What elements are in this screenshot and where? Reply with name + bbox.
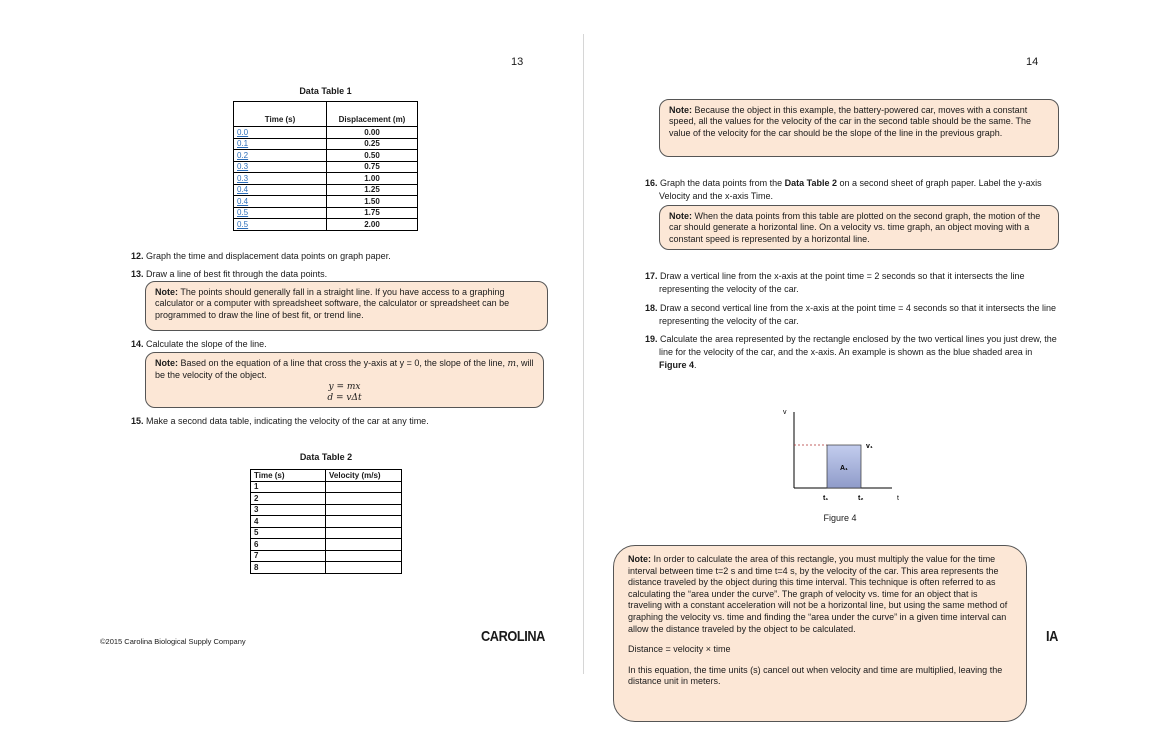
table-row — [251, 481, 402, 493]
table-row — [234, 196, 418, 208]
copyright-footer: ©2015 Carolina Biological Supply Company — [100, 637, 246, 646]
velocity-cell — [326, 527, 402, 539]
time-cell: 0.1 — [234, 138, 327, 150]
time-cell: 4 — [251, 516, 326, 528]
displacement-cell: 1.25 — [327, 184, 418, 196]
time-cell: 0.4 — [234, 184, 327, 196]
table-row — [234, 138, 418, 150]
velocity-cell — [326, 550, 402, 562]
time-cell: 5 — [251, 527, 326, 539]
note-14: Note: Based on the equation of a line that cross the y-axis at y = 0, the slope of the line, m, will be the velocity of the object. y = mx d = vΔt — [145, 352, 544, 408]
time-cell: 0.5 — [234, 207, 327, 219]
table-row — [251, 562, 402, 574]
table-row — [251, 504, 402, 516]
table-row — [234, 219, 418, 231]
page-number-right: 14 — [1026, 56, 1039, 68]
table-row — [234, 173, 418, 185]
step-15: 15. Make a second data table, indicating the velocity of the car at any time. — [131, 416, 429, 426]
time-cell: 0.3 — [234, 173, 327, 185]
time-cell: 7 — [251, 550, 326, 562]
displacement-cell: 1.50 — [327, 196, 418, 208]
data-table-2 — [250, 469, 402, 574]
time-cell: 1 — [251, 481, 326, 493]
figure-4-caption: Figure 4 — [823, 513, 857, 523]
velocity-cell — [326, 516, 402, 528]
time-cell: 0.2 — [234, 150, 327, 162]
displacement-cell: 0.75 — [327, 161, 418, 173]
displacement-cell: 2.00 — [327, 219, 418, 231]
t1-label: t₁ — [823, 495, 829, 502]
table-row — [234, 207, 418, 219]
carolina-logo-fragment: IA — [1046, 628, 1058, 645]
distance-formula: Distance = velocity × time — [628, 644, 731, 655]
time-cell: 8 — [251, 562, 326, 574]
step-17: 17. Draw a vertical line from the x-axis at the point time = 2 seconds so that it intersects the line representing the velocity of the car. — [645, 271, 1025, 294]
table1-caption: Data Table 1 — [299, 86, 352, 96]
velocity-cell — [326, 504, 402, 516]
table-row — [251, 516, 402, 528]
table-row — [251, 550, 402, 562]
displacement-cell: 1.00 — [327, 173, 418, 185]
area-label: A₁ — [840, 465, 848, 472]
note-16: Note: When the data points from this table are plotted on the second graph, the motion of the car should generate a horizontal line. On a velocity vs. time graph, an object moving with a constant speed is represented by a horizontal line. — [659, 205, 1059, 250]
displacement-cell: 0.00 — [327, 127, 418, 139]
x-axis-label: t — [897, 495, 899, 502]
step-18: 18. Draw a second vertical line from the x-axis at the point time = 4 seconds so that it intersects the line representing the velocity of the car. — [645, 303, 1056, 326]
table-row — [234, 184, 418, 196]
velocity-cell — [326, 539, 402, 551]
table-row — [251, 527, 402, 539]
step-19: 19. Calculate the area represented by the rectangle enclosed by the two vertical lines you just drew, the line for the velocity of the car, and the x-axis. An example is shown as the blue shaded area in Figure 4. — [645, 334, 1057, 370]
step-14: 14. Calculate the slope of the line. — [131, 339, 267, 349]
table2-header-velocity: Velocity (m/s) — [326, 470, 402, 482]
table2-caption: Data Table 2 — [299, 452, 353, 462]
table-row — [234, 150, 418, 162]
note-bottom: Note: In order to calculate the area of this rectangle, you must multiply the value for the time interval between time t=2 s and time t=4 s, by the velocity of the car. This area represents the distance traveled by the object during this time interval. This technique is often referred to as calculating the “area under the curve”. The graph of velocity vs. time for an object that is traveling with a constant acceleration will not be a horizontal line, but using the same method of graphing the velocity vs. time and finding the “area under the curve” in a given time interval can allow the distance traveled by the object to be calculated. Distance = velocity × time In this equation, the time units (s) cancel out when velocity and time are multiplied, leaving the distance unit in meters. — [613, 545, 1027, 722]
displacement-cell: 0.25 — [327, 138, 418, 150]
equation-displacement: d = vΔt — [327, 392, 362, 403]
time-cell: 2 — [251, 493, 326, 505]
step-13: 13. Draw a line of best fit through the data points. — [131, 269, 328, 279]
step-16: 16. Graph the data points from the Data Table 2 on a second sheet of graph paper. Label the y-axis Velocity and the x-axis Time. — [645, 178, 1042, 201]
table2-header-time: Time (s) — [251, 470, 326, 482]
table-row — [234, 161, 418, 173]
page-number-left: 13 — [511, 56, 524, 68]
t2-label: t₂ — [858, 495, 864, 502]
table-row — [251, 539, 402, 551]
note-13: Note: The points should generally fall in a straight line. If you have access to a graphing calculator or a computer with spreadsheet software, the calculator or spreadsheet can be programmed to draw the line of best fit, or trend line. — [145, 281, 548, 331]
y-axis-label: v — [783, 409, 787, 416]
velocity-cell — [326, 493, 402, 505]
time-cell: 0.0 — [234, 127, 327, 139]
displacement-cell: 0.50 — [327, 150, 418, 162]
step-12: 12. Graph the time and displacement data points on graph paper. — [131, 251, 391, 261]
table-row — [234, 127, 418, 139]
time-cell: 0.4 — [234, 196, 327, 208]
velocity-cell — [326, 562, 402, 574]
time-cell: 6 — [251, 539, 326, 551]
figure-4-graph — [770, 400, 920, 510]
table1-header-displacement: Displacement (m) — [327, 102, 418, 127]
carolina-logo: CAROLINA — [481, 628, 545, 645]
time-cell: 3 — [251, 504, 326, 516]
page-divider — [583, 34, 584, 674]
displacement-cell: 1.75 — [327, 207, 418, 219]
velocity-cell — [326, 481, 402, 493]
note-bottom-after: In this equation, the time units (s) cancel out when velocity and time are multiplied, leaving the distance unit in meters. — [628, 664, 1003, 687]
time-cell: 0.3 — [234, 161, 327, 173]
v1-label: v₁ — [866, 443, 873, 450]
data-table-1 — [233, 101, 418, 231]
note-top: Note: Because the object in this example, the battery-powered car, moves with a constant speed, all the values for the velocity of the car in the second table should be the same. The value of the velocity for the car should be the slope of the line in the previous graph. — [659, 99, 1059, 157]
equation-line: y = mx — [328, 381, 361, 392]
time-cell: 0.5 — [234, 219, 327, 231]
table1-header-time: Time (s) — [234, 102, 327, 127]
table-row — [251, 493, 402, 505]
